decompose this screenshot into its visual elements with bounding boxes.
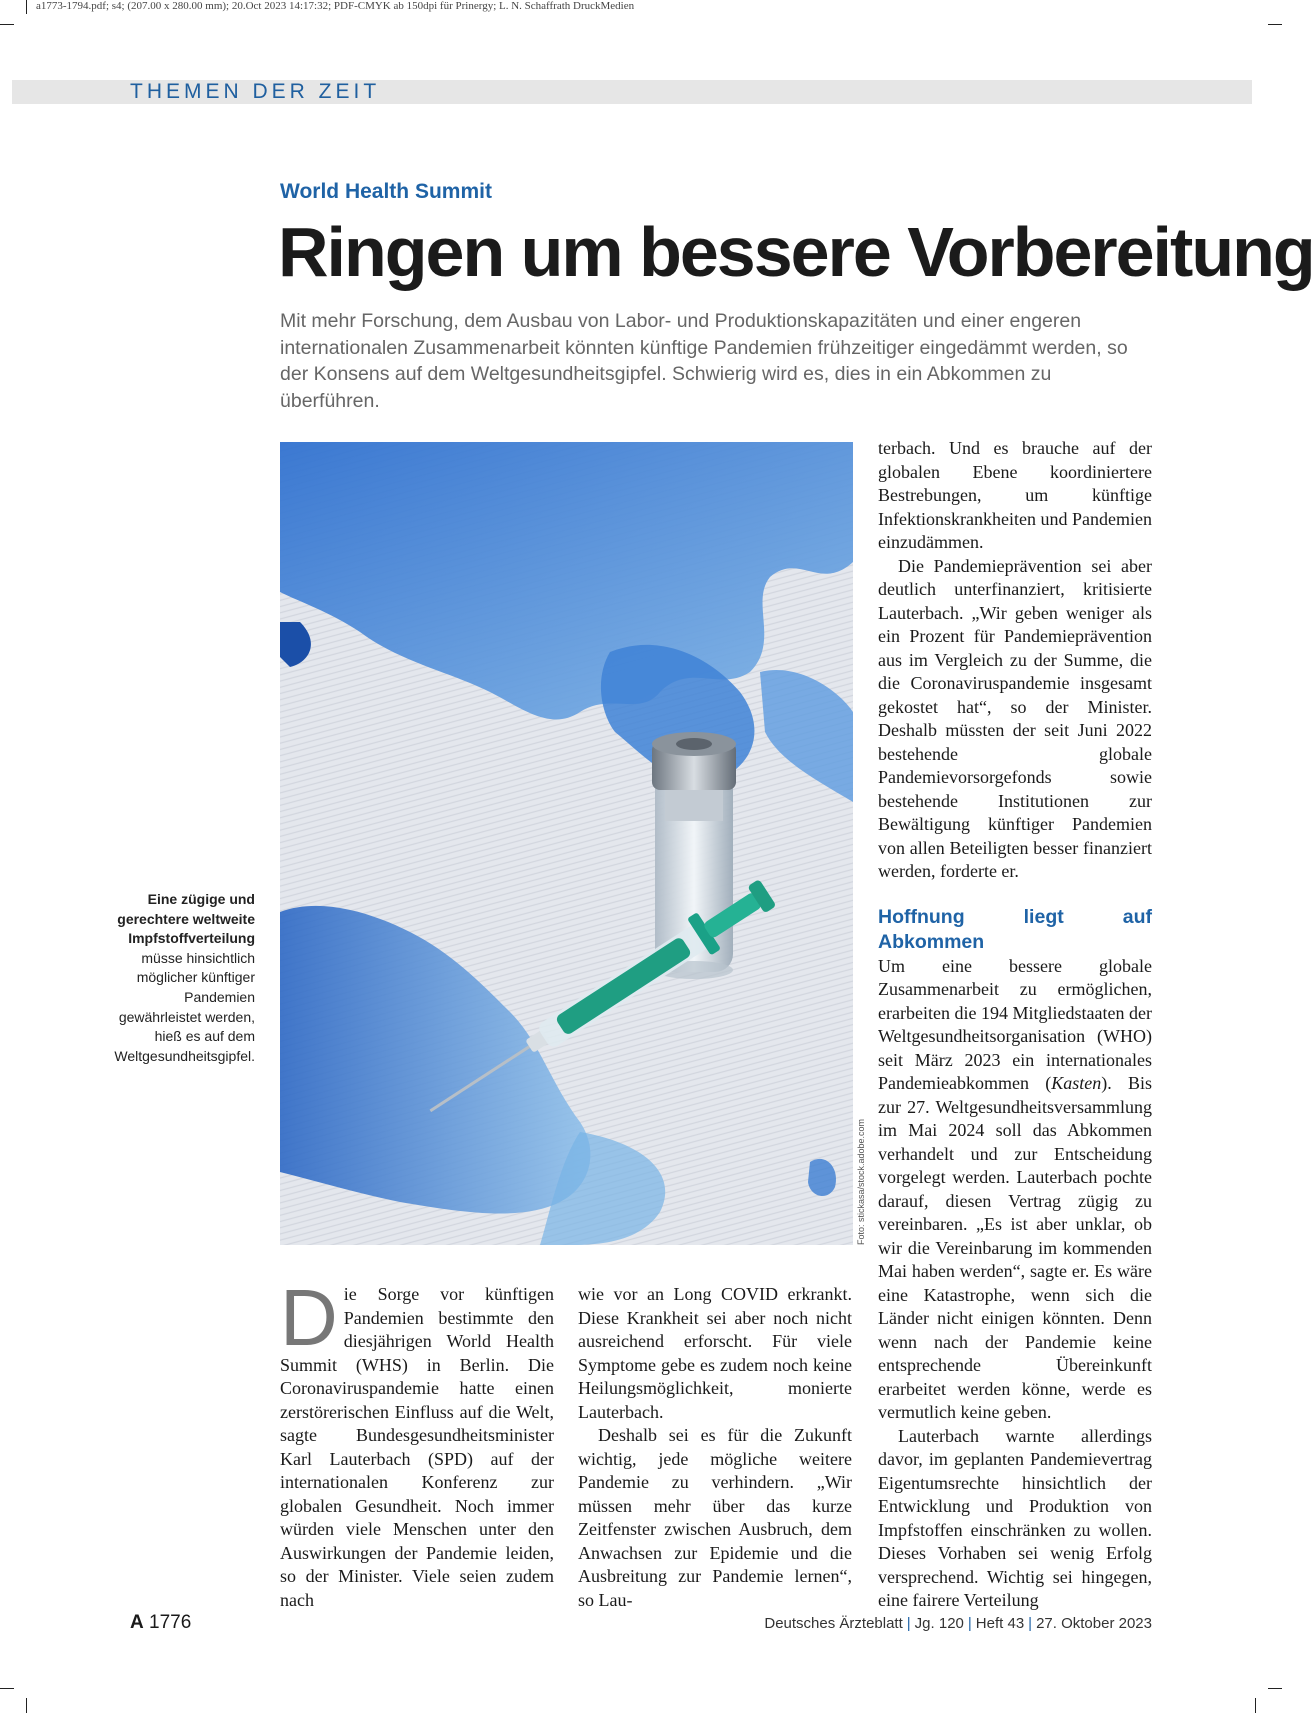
crop-mark [26, 0, 27, 14]
body-text: ). Bis zur 27. Weltgesundheitsversammlung im Mai 2024 soll das Abkommen verhandelt und zur Entscheidung vorgelegt werden. Lauterbach pochte darauf, diesen Vertrag zügig zu vereinbaren. „Es ist aber unklar, ob wir die Vereinbarung im kommenden Mai haben werden“, sagte er. Es wäre eine Katastrophe, wenn sich die Länder nicht einigen könnten. Denn wenn nach der Pandemie keine entsprechende Übereinkunft erarbeitet werden könne, werde es vermutlich keine geben. [878, 1073, 1152, 1422]
body-text: Um eine bessere globale Zusammenarbeit zu ermöglichen, erarbeiten die 194 Mitgliedstaaten der Weltgesundheitsorganisation (WHO) seit März 2023 ein internationales Pandemieabkommen ( [878, 955, 1152, 1093]
body-paragraph: Deshalb sei es für die Zukunft wichtig, jede mögliche weitere Pandemie zu verhindern. „Wir müssen mehr über das kurze Zeitfenster zwischen Ausbruch, dem Anwachsen zur Epidemie und die Ausbreitung zur Pandemie lernen“, so Lau- [578, 1425, 852, 1610]
photo-caption [110, 890, 255, 1066]
journal-name: Deutsches Ärzteblatt [764, 1615, 903, 1632]
body-paragraph: Die Pandemieprävention sei aber deutlich unterfinanziert, kritisierte Lauterbach. „Wir geben weniger als ein Prozent für Pandemieprävention aus im Vergleich zu der Summe, die die Coronaviruspandemie insgesamt gekostet hat“, so der Minister. Deshalb müssten der seit Juni 2022 bestehende globale Pandemievorsorgefonds sowie bestehende Institutionen zur Bewältigung künftiger Pandemien von allen Beteiligten besser finanziert werden, forderte er. [878, 555, 1152, 881]
article-kicker: World Health Summit [280, 180, 492, 203]
box-reference: Kasten [1051, 1073, 1102, 1093]
article-lead: Mit mehr Forschung, dem Ausbau von Labor- und Produktionskapazitäten und einer engeren internationalen Zusammenarbeit könnten künftige Pandemien frühzeitiger eingedämmt werden, so der Konsens auf dem Weltgesundheitsgipfel. Schwierig wird es, dies in ein Abkommen zu überführen. [280, 310, 1128, 412]
volume: Jg. 120 [914, 1615, 964, 1632]
body-column-2 [578, 1283, 852, 1610]
subheading: Hoffnung liegt auf Abkommen [878, 905, 1152, 953]
article-photo [280, 442, 853, 1245]
vaccine-map-illustration [280, 442, 853, 1245]
body-column-1 [280, 1273, 554, 1610]
page-prefix: A [130, 1612, 144, 1633]
caption-bold: Eine zügige und gerechtere weltweite Impfstoffverteilung [117, 891, 255, 947]
body-paragraph: terbach. Und es brauche auf der globalen Ebene koordiniertere Bestrebungen, um künftige Infektionskrankheiten und Pandemien einzudämmen. [878, 438, 1152, 552]
page-number [130, 1612, 191, 1634]
issue-date: 27. Oktober 2023 [1036, 1615, 1152, 1632]
crop-mark [1255, 1698, 1256, 1713]
journal-footer [764, 1615, 1152, 1632]
body-column-3 [878, 437, 1152, 1610]
page-number-value: 1776 [149, 1612, 192, 1633]
separator: | [906, 1615, 911, 1632]
photo-credit: Foto: stickasa/stock.adobe.com [856, 1118, 866, 1245]
crop-mark [1268, 1688, 1282, 1689]
crop-mark [0, 1688, 14, 1689]
section-title: THEMEN DER ZEIT [130, 80, 381, 103]
crop-mark [1268, 24, 1282, 25]
crop-mark [0, 24, 14, 25]
body-text: ie Sorge vor künftigen Pandemien bestimmte den diesjährigen World Health Summit (WHS) in Berlin. Die Coronaviruspandemie hatte einen zerstörerischen Einfluss auf die Welt, sagte Bundesgesundheitsminister Karl Lauterbach (SPD) auf der internationalen Konferenz zur globalen Gesundheit. Noch immer würden viele Menschen unter den Auswirkungen der Pandemie leiden, so der Minister. Viele seien zudem nach [280, 1284, 554, 1610]
body-paragraph [878, 955, 1152, 1425]
body-paragraph: wie vor an Long COVID erkrankt. Diese Krankheit sei aber noch nicht ausreichend erforscht. Für viele Symptome gebe es zudem noch keine Heilungsmöglichkeit, monierte Lauterbach. [578, 1284, 852, 1422]
separator: | [1028, 1615, 1033, 1632]
body-paragraph: Lauterbach warnte allerdings davor, im geplanten Pandemievertrag Eigentumsrechte hinsichtlich der Entwicklung und Produktion von Impfstoffen einschränken zu wollen. Dieses Vorhaben sei wenig Erfolg versprechend. Wichtig sei hingegen, eine fairere Verteilung [878, 1425, 1152, 1610]
separator: | [967, 1615, 972, 1632]
issue: Heft 43 [975, 1615, 1025, 1632]
crop-mark [26, 1698, 27, 1713]
caption-text: müsse hinsichtlich möglicher künftiger Pandemien gewährleistet werden, hieß es auf dem Weltgesundheitsgipfel. [114, 949, 255, 1064]
drop-cap: D [280, 1273, 338, 1362]
body-paragraph [280, 1273, 554, 1612]
print-metadata: a1773-1794.pdf; s4; (207.00 x 280.00 mm); 20.Oct 2023 14:17:32; PDF-CMYK ab 150dpi für Prinergy; L. N. Schaffrath DruckMedien [36, 0, 635, 12]
article-headline: Ringen um bessere Vorbereitung [278, 213, 1314, 291]
